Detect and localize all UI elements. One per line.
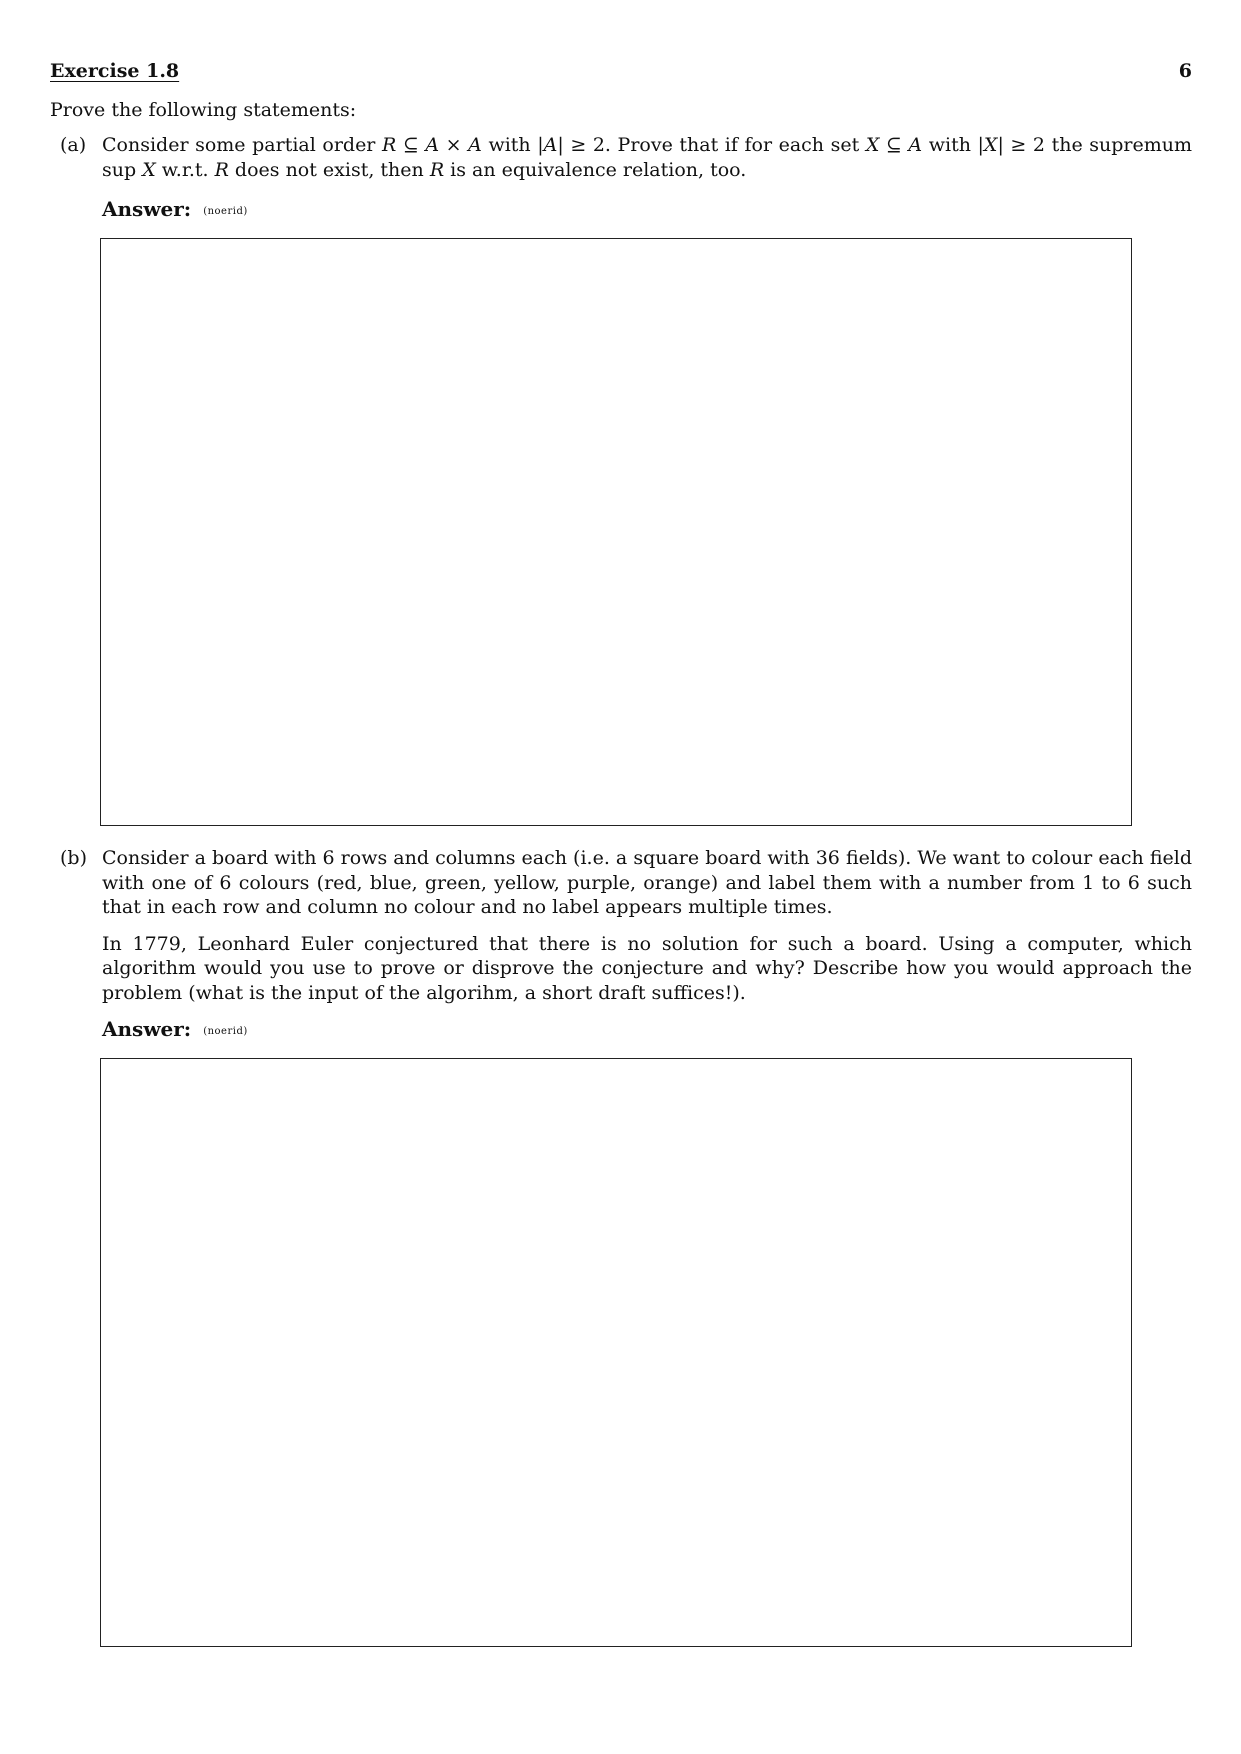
part-b-body [102, 846, 1192, 1005]
exercise-intro: Prove the following statements: [50, 99, 357, 121]
answer-b-tag: (noerid) [203, 1026, 248, 1037]
exercise-title: Exercise 1.8 [50, 60, 180, 82]
part-a [60, 133, 1192, 194]
page-number: 6 [1178, 60, 1192, 82]
page-header [50, 60, 1192, 88]
answer-b-label: Answer: [102, 1017, 192, 1041]
part-a-body [102, 133, 1192, 182]
answer-a-heading [102, 197, 248, 221]
answer-box-a[interactable] [100, 238, 1132, 826]
answer-a-tag: (noerid) [203, 206, 248, 217]
part-b-paragraph-1: Consider a board with 6 rows and columns each (i.e. a square board with 36 fields). We want to colour each field with one of 6 colours (red, blue, green, yellow, purple, orange) and label them with a number from 1 to 6 such that in each row and column no colour and no label appears multiple times. [102, 847, 1192, 918]
answer-a-label: Answer: [102, 197, 192, 221]
part-b [60, 846, 1192, 1017]
part-b-label: (b) [60, 847, 87, 869]
part-b-paragraph-2: In 1779, Leonhard Euler conjectured that there is no solution for such a board. Using a computer, which algorithm would you use to prove or disprove the conjecture and why? Describe how you would approach the problem (what is the input of the algorihm, a short draft suffices!). [102, 932, 1192, 1004]
part-a-paragraph: Consider some partial order R ⊆ A × A with |A| ≥ 2. Prove that if for each set X ⊆ A with |X| ≥ 2 the supremum sup X w.r.t. R does not exist, then R is an equivalence relation, too. [102, 134, 1193, 181]
answer-box-b[interactable] [100, 1058, 1132, 1647]
answer-b-heading [102, 1017, 248, 1041]
part-a-label: (a) [60, 134, 87, 156]
